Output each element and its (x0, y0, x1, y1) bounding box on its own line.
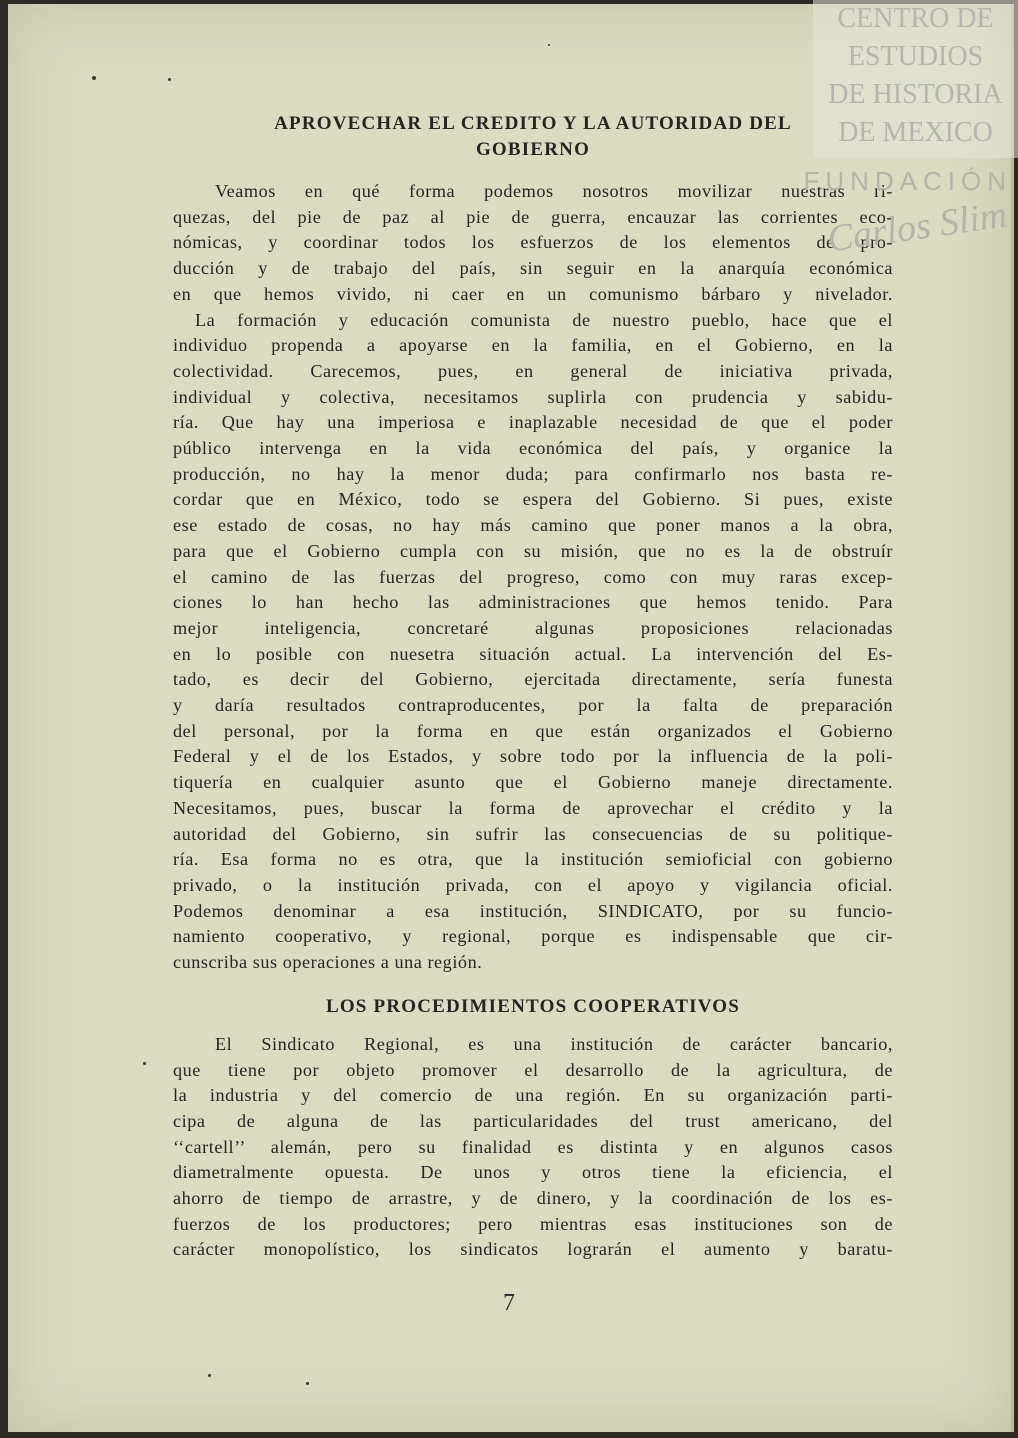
text-line: producción, no hay la menor duda; para confirmarlo nos basta re- (173, 463, 893, 484)
text-line: y daría resultados contraproducentes, por la falta de preparación (173, 695, 893, 716)
text-line: el camino de las fuerzas del progreso, como con muy raras excep- (173, 566, 893, 587)
text-line: privado, o la institución privada, con el apoyo y vigilancia oficial. (173, 874, 893, 895)
ink-speck (92, 76, 96, 80)
text-line: ese estado de cosas, no hay más camino que poner manos a la obra, (173, 515, 893, 536)
ink-speck (548, 44, 550, 46)
text-line: nómicas, y coordinar todos los esfuerzos de los elementos de pro- (173, 232, 893, 253)
watermark-line-4: DE MEXICO (838, 117, 993, 148)
section-heading: LOS PROCEDIMIENTOS COOPERATIVOS (325, 995, 741, 1017)
text-line: La formación y educación comunista de nuestro pueblo, hace que el (195, 309, 893, 330)
text-line: en que hemos vivido, ni caer en un comunismo bárbaro y nivelador. (173, 283, 893, 304)
page-number: 7 (503, 1290, 515, 1316)
archive-watermark (813, 0, 1018, 158)
text-line: autoridad del Gobierno, sin sufrir las consecuencias de su politique- (173, 823, 893, 844)
text-line: tiquería en cualquier asunto que el Gobierno maneje directamente. (173, 772, 893, 793)
text-line: ahorro de tiempo de arrastre, y de dinero, y la coordinación de los es- (173, 1188, 893, 1209)
ink-speck (306, 1382, 309, 1385)
ink-speck (208, 1374, 211, 1377)
text-line: que tiene por objeto promover el desarrollo de la agricultura, de (173, 1059, 893, 1080)
text-line: namiento cooperativo, y regional, porque es indispensable que cir- (173, 926, 893, 947)
text-line: público intervenga en la vida económica del país, y organice la (173, 438, 893, 459)
text-line: colectividad. Carecemos, pues, en general de iniciativa privada, (173, 360, 893, 381)
text-line: del personal, por la forma en que están organizados el Gobierno (173, 720, 893, 741)
text-line: fuerzos de los productores; pero mientras esas instituciones son de (173, 1213, 893, 1234)
text-line: cunscriba sus operaciones a una región. (173, 952, 483, 973)
text-line: ría. Esa forma no es otra, que la institución semioficial con gobierno (173, 849, 893, 870)
text-line: Veamos en qué forma podemos nosotros movilizar nuestras ri- (215, 181, 893, 201)
text-line: para que el Gobierno cumpla con su misión, que no es la de obstruír (173, 540, 893, 561)
watermark-signature: Carlos Slim (825, 193, 1011, 261)
text-line: individual y colectiva, necesitamos suplirla con prudencia y sabidu- (173, 386, 893, 407)
watermark-fundacion: FUNDACIÓN (803, 166, 1012, 196)
paragraph-3 (173, 1032, 893, 1263)
text-line: Podemos denominar a esa institución, SINDICATO, por su funcio- (173, 900, 893, 921)
text-line: tado, es decir del Gobierno, ejercitada directamente, sería funesta (173, 669, 893, 690)
text-line: la industria y del comercio de una región. En su organización parti- (173, 1085, 893, 1106)
text-line: ducción y de trabajo del país, sin seguir en la anarquía económica (173, 258, 893, 279)
ink-speck (168, 78, 171, 81)
text-line: Necesitamos, pues, buscar la forma de aprovechar el crédito y la (173, 797, 893, 818)
text-line: ‘‘cartell’’ alemán, pero su finalidad es distinta y en algunos casos (173, 1136, 893, 1157)
heading-line-2: GOBIERNO (475, 139, 591, 160)
paragraph-1 (173, 179, 893, 308)
text-line: ría. Que hay una imperiosa e inaplazable necesidad de que el poder (173, 412, 893, 433)
paragraph-2 (173, 308, 893, 976)
text-line: en lo posible con nuesetra situación actual. La intervención del Es- (173, 643, 893, 664)
text-line: cordar que en México, todo se espera del Gobierno. Si pues, existe (173, 489, 893, 510)
text-line: mejor inteligencia, concretaré algunas proposiciones relacionadas (173, 617, 893, 638)
watermark-line-3: DE HISTORIA (828, 79, 1003, 110)
watermark-line-2: ESTUDIOS (847, 41, 984, 72)
watermark-line-1: CENTRO DE (837, 3, 994, 34)
text-line: cipa de alguna de las particularidades del trust americano, del (173, 1110, 893, 1131)
heading-line-1: APROVECHAR EL CREDITO Y LA AUTORIDAD DEL (274, 113, 792, 134)
text-line: Federal y el de los Estados, y sobre todo por la influencia de la poli- (173, 746, 893, 767)
text-line: El Sindicato Regional, es una institución de carácter bancario, (215, 1033, 893, 1054)
text-line: quezas, del pie de paz al pie de guerra, encauzar las corrientes eco- (173, 206, 893, 227)
text-line: carácter monopolístico, los sindicatos lograrán el aumento y baratu- (173, 1239, 893, 1260)
text-line: diametralmente opuesta. De unos y otros tiene la eficiencia, el (173, 1162, 893, 1183)
text-line: ciones lo han hecho las administraciones que hemos tenido. Para (173, 592, 893, 613)
document-body (173, 104, 893, 1263)
text-line: individuo propenda a apoyarse en la familia, en el Gobierno, en la (173, 335, 893, 356)
page-heading (173, 111, 893, 163)
ink-speck (143, 1062, 146, 1065)
